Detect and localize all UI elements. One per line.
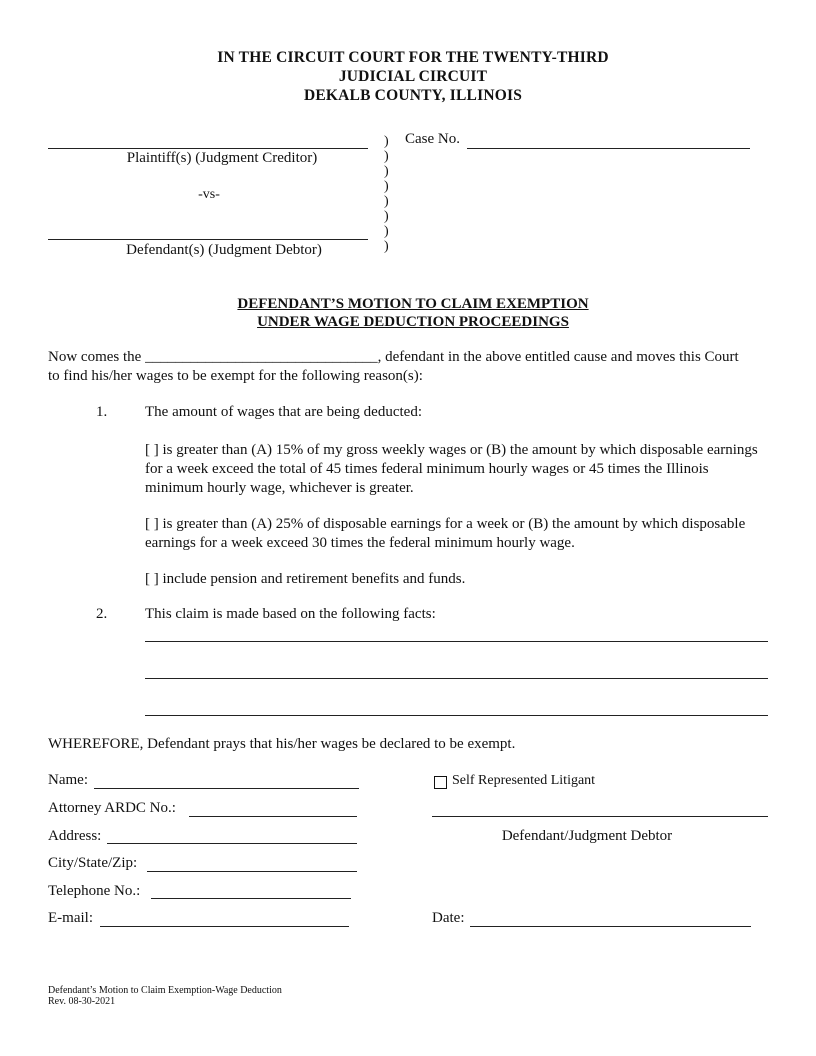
- plaintiff-label: Plaintiff(s) (Judgment Creditor): [126, 150, 318, 166]
- item-1-number: 1.: [96, 404, 108, 420]
- court-header-line2: JUDICIAL CIRCUIT: [338, 68, 488, 85]
- option-2-text: is greater than (A) 25% of disposable earnings for a week or (B) the amount by which disposable earnings for a week exceed 30 times the federal minimum hourly wage.: [145, 516, 746, 551]
- court-header-line1: IN THE CIRCUIT COURT FOR THE TWENTY-THIRD: [217, 49, 609, 66]
- option-1: [145, 441, 770, 498]
- option-3-text: include pension and retirement benefits and funds.: [162, 571, 466, 587]
- name-field[interactable]: [94, 788, 359, 789]
- option-1-checkbox[interactable]: [ ]: [145, 442, 159, 458]
- footer-form-name: Defendant’s Motion to Claim Exemption-Wage Deduction: [48, 985, 282, 996]
- date-label: Date:: [432, 910, 465, 926]
- name-label: Name:: [48, 772, 88, 788]
- vs-label: -vs-: [198, 187, 220, 202]
- city-label: City/State/Zip:: [48, 855, 138, 871]
- option-3-checkbox[interactable]: [ ]: [145, 571, 159, 587]
- item-2-number: 2.: [96, 606, 108, 622]
- date-field[interactable]: [470, 926, 751, 927]
- case-no-field[interactable]: [467, 148, 750, 149]
- motion-title-line1: DEFENDANT’S MOTION TO CLAIM EXEMPTION: [237, 296, 589, 312]
- court-header-line3: DEKALB COUNTY, ILLINOIS: [303, 87, 523, 104]
- intro-part2: , defendant in the above entitled cause and moves this Court: [377, 349, 739, 365]
- facts-line-2[interactable]: [145, 678, 768, 679]
- motion-title-line2: UNDER WAGE DEDUCTION PROCEEDINGS: [257, 314, 569, 330]
- city-field[interactable]: [147, 871, 357, 872]
- defendant-label: Defendant(s) (Judgment Debtor): [126, 242, 322, 258]
- facts-line-3[interactable]: [145, 715, 768, 716]
- caption-divider: ) ) ) ) ) ) ) ): [384, 134, 389, 254]
- court-header: [0, 48, 816, 105]
- self-represented-label: Self Represented Litigant: [452, 773, 596, 788]
- wherefore-clause: WHEREFORE, Defendant prays that his/her wages be declared to be exempt.: [48, 736, 516, 752]
- option-2-checkbox[interactable]: [ ]: [145, 516, 159, 532]
- plaintiff-field[interactable]: [48, 148, 368, 149]
- phone-label: Telephone No.:: [48, 883, 141, 899]
- intro-part1: Now comes the: [48, 349, 142, 365]
- defendant-field[interactable]: [48, 239, 368, 240]
- item-1-text: The amount of wages that are being deducted:: [145, 404, 422, 420]
- item-2-text: This claim is made based on the following facts:: [145, 606, 436, 622]
- intro-line2: to find his/her wages to be exempt for the following reason(s):: [48, 368, 423, 384]
- defendant-name-blank[interactable]: _______________________________: [145, 349, 378, 365]
- motion-title: [0, 295, 816, 331]
- footer-revision: Rev. 08-30-2021: [48, 996, 116, 1007]
- email-field[interactable]: [100, 926, 349, 927]
- email-label: E-mail:: [48, 910, 93, 926]
- address-label: Address:: [48, 828, 102, 844]
- ardc-field[interactable]: [189, 816, 357, 817]
- option-1-text: is greater than (A) 15% of my gross weekly wages or (B) the amount by which disposable earnings for a week exceed the total of 45 times federal minimum hourly wages or 45 times the Illinois minimum hourly wage, whichever is greater.: [145, 442, 758, 496]
- facts-line-1[interactable]: [145, 641, 768, 642]
- footer: [48, 985, 282, 1007]
- option-2: [145, 515, 760, 553]
- phone-field[interactable]: [151, 898, 351, 899]
- signer-label: Defendant/Judgment Debtor: [501, 828, 673, 844]
- self-represented-checkbox[interactable]: [434, 776, 447, 789]
- intro-line1: [48, 349, 778, 366]
- signature-line[interactable]: [432, 816, 768, 817]
- address-field[interactable]: [107, 843, 357, 844]
- ardc-label: Attorney ARDC No.:: [48, 800, 176, 816]
- case-no-label: Case No.: [405, 131, 460, 147]
- option-3: [145, 570, 760, 589]
